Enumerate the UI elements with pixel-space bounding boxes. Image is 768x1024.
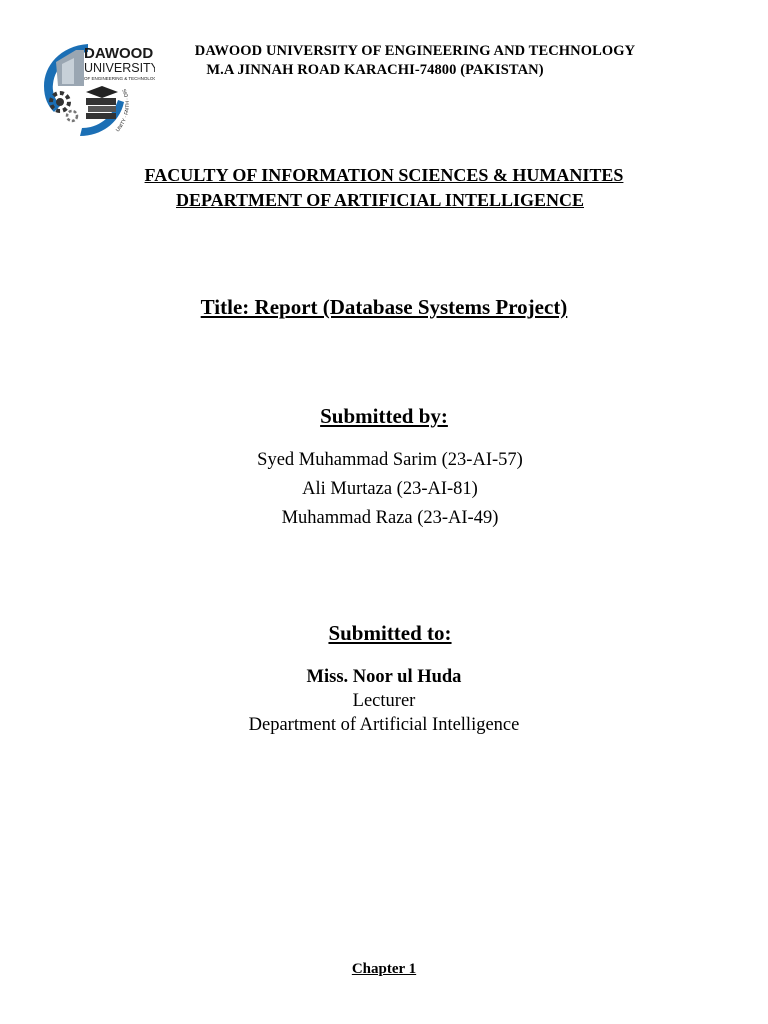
svg-text:DAWOOD: DAWOOD	[84, 45, 154, 62]
supervisor-name: Miss. Noor ul Huda	[306, 667, 462, 687]
svg-text:UNITY · FAITH · DISCIPLINE: UNITY · FAITH · DIS	[114, 87, 131, 134]
svg-text:UNIVERSITY: UNIVERSITY	[84, 61, 155, 75]
chapter-heading: Chapter 1	[351, 961, 417, 977]
member-3: Muhammad Raza (23-AI-49)	[281, 508, 499, 528]
member-2: Ali Murtaza (23-AI-81)	[302, 479, 478, 499]
submitted-to-heading: Submitted to:	[328, 621, 452, 645]
department-name: DEPARTMENT OF ARTIFICIAL INTELLIGENCE	[176, 190, 584, 210]
report-title: Title: Report (Database Systems Project)	[200, 295, 568, 319]
svg-text:OF ENGINEERING & TECHNOLOGY: OF ENGINEERING & TECHNOLOGY	[84, 76, 155, 81]
university-address: M.A JINNAH ROAD KARACHI-74800 (PAKISTAN)	[206, 62, 544, 78]
submitted-by-heading: Submitted by:	[320, 404, 448, 428]
faculty-name: FACULTY OF INFORMATION SCIENCES & HUMANITES	[144, 165, 624, 185]
member-1: Syed Muhammad Sarim (23-AI-57)	[257, 450, 523, 470]
supervisor-department: Department of Artificial Intelligence	[248, 715, 520, 735]
university-name: DAWOOD UNIVERSITY OF ENGINEERING AND TECHNOLOGY	[194, 43, 636, 59]
supervisor-designation: Lecturer	[352, 691, 416, 711]
